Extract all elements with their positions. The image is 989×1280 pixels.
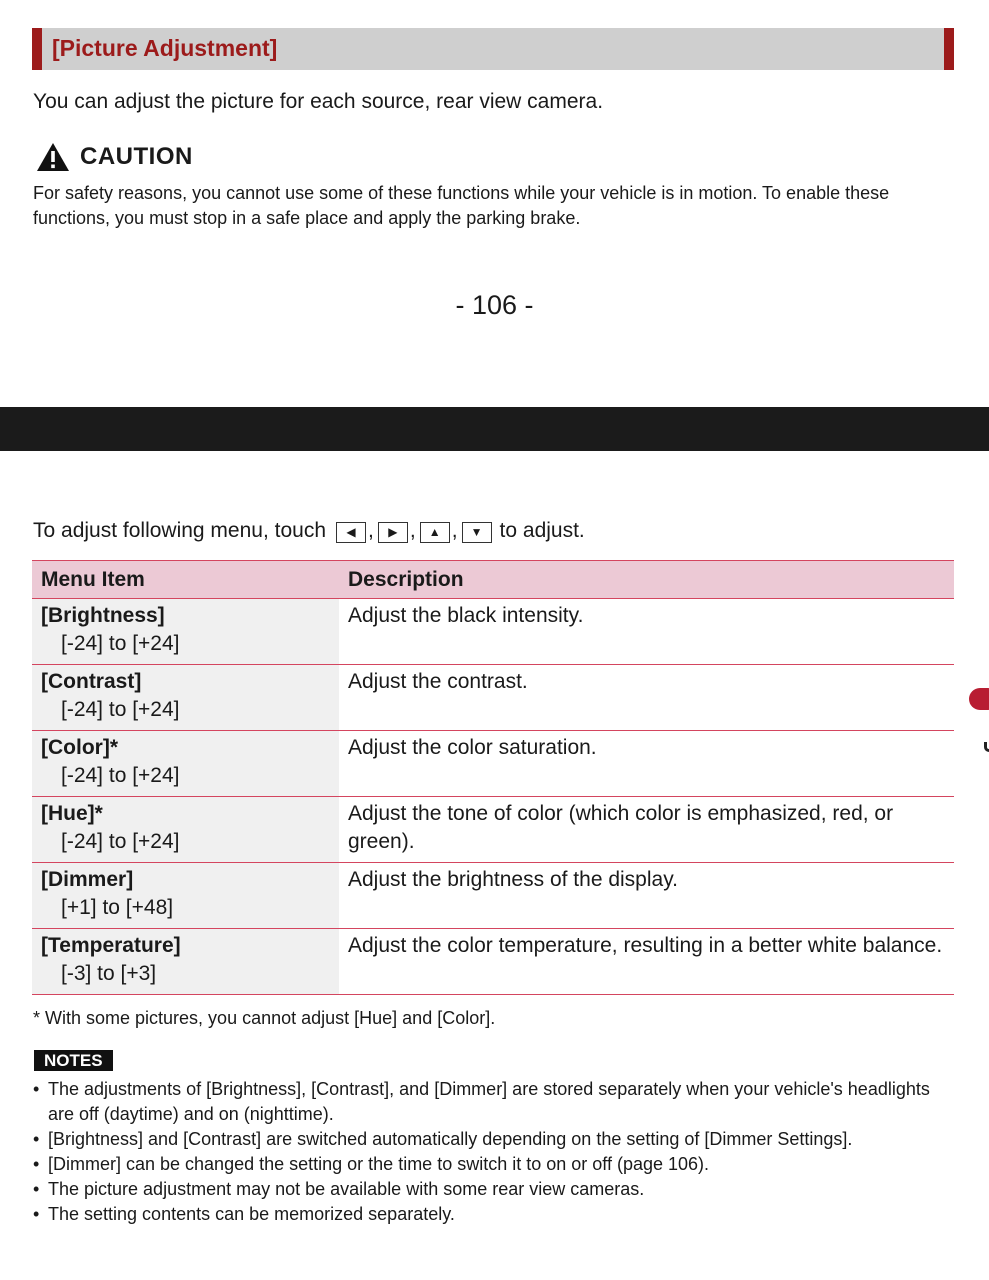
table-row xyxy=(32,863,954,929)
description-cell: Adjust the tone of color (which color is emphasized, red, or green). xyxy=(339,797,954,863)
menu-item-name: [Contrast] xyxy=(41,670,142,693)
adjust-instruction xyxy=(33,519,585,543)
up-arrow-icon: ▲ xyxy=(420,522,450,543)
caution-title: CAUTION xyxy=(80,143,193,170)
menu-item-cell xyxy=(32,929,339,995)
description-cell: Adjust the brightness of the display. xyxy=(339,863,954,929)
menu-item-range: [+1] to [+48] xyxy=(61,896,174,919)
bullet: • xyxy=(33,1204,40,1224)
column-header-description: Description xyxy=(339,561,954,599)
list-item xyxy=(33,1127,953,1152)
column-header-menu-item: Menu Item xyxy=(32,561,339,599)
menu-item-cell xyxy=(32,665,339,731)
side-mark xyxy=(984,742,989,752)
caution-heading xyxy=(36,142,193,172)
table-row xyxy=(32,665,954,731)
menu-item-cell xyxy=(32,731,339,797)
note-text: [Brightness] and [Contrast] are switched automatically depending on the setting of [Dimmer Settings]. xyxy=(48,1129,853,1149)
section-header xyxy=(32,28,954,70)
menu-item-range: [-24] to [+24] xyxy=(61,764,180,787)
adjust-suffix: to adjust. xyxy=(499,519,585,542)
menu-item-range: [-3] to [+3] xyxy=(61,962,157,985)
description-cell: Adjust the black intensity. xyxy=(339,599,954,665)
note-text: [Dimmer] can be changed the setting or the time to switch it to on or off (page 106). xyxy=(48,1154,710,1174)
menu-item-name: [Hue]* xyxy=(41,802,103,825)
separator: , xyxy=(368,519,374,542)
menu-table xyxy=(32,560,954,995)
bullet: • xyxy=(33,1154,40,1174)
menu-item-name: [Dimmer] xyxy=(41,868,134,891)
menu-item-cell xyxy=(32,863,339,929)
table-row xyxy=(32,797,954,863)
page-divider-bar xyxy=(0,407,989,451)
notes-list xyxy=(33,1077,953,1227)
menu-item-range: [-24] to [+24] xyxy=(61,830,180,853)
warning-triangle-icon xyxy=(36,142,70,172)
list-item xyxy=(33,1202,953,1227)
caution-text: For safety reasons, you cannot use some of these functions while your vehicle is in motion. To enable these functions, you must stop in a safe place and apply the parking brake. xyxy=(33,183,890,228)
note-text: The picture adjustment may not be available with some rear view cameras. xyxy=(48,1179,645,1199)
menu-item-range: [-24] to [+24] xyxy=(61,632,180,655)
menu-item-name: [Temperature] xyxy=(41,934,181,957)
right-arrow-icon: ▶ xyxy=(378,522,408,543)
footnote: * With some pictures, you cannot adjust [Hue] and [Color]. xyxy=(33,1008,496,1028)
page-number: - 106 - xyxy=(455,290,534,320)
table-row xyxy=(32,731,954,797)
list-item xyxy=(33,1152,953,1177)
table-header-row xyxy=(32,561,954,599)
down-arrow-icon: ▼ xyxy=(462,522,492,543)
table-row xyxy=(32,599,954,665)
menu-item-cell xyxy=(32,797,339,863)
note-text: The setting contents can be memorized separately. xyxy=(48,1204,455,1224)
bullet: • xyxy=(33,1129,40,1149)
left-arrow-icon: ◀ xyxy=(336,522,366,543)
bullet: • xyxy=(33,1179,40,1199)
intro-text: You can adjust the picture for each source, rear view camera. xyxy=(33,90,604,113)
description-cell: Adjust the color temperature, resulting in a better white balance. xyxy=(339,929,954,995)
menu-item-name: [Brightness] xyxy=(41,604,165,627)
section-title: [Picture Adjustment] xyxy=(52,35,278,61)
list-item xyxy=(33,1177,953,1202)
description-cell: Adjust the color saturation. xyxy=(339,731,954,797)
separator: , xyxy=(451,519,458,542)
adjust-prefix: To adjust following menu, touch xyxy=(33,519,327,542)
menu-item-name: [Color]* xyxy=(41,736,118,759)
menu-item-cell xyxy=(32,599,339,665)
menu-item-range: [-24] to [+24] xyxy=(61,698,180,721)
bullet: • xyxy=(33,1079,40,1099)
side-index-tab xyxy=(969,688,989,710)
note-text: The adjustments of [Brightness], [Contrast], and [Dimmer] are stored separately when your vehicle's headlights are off (daytime) and on (nighttime). xyxy=(48,1079,930,1124)
list-item xyxy=(33,1077,953,1127)
separator: , xyxy=(409,519,416,542)
table-row xyxy=(32,929,954,995)
notes-badge: NOTES xyxy=(34,1050,113,1071)
description-cell: Adjust the contrast. xyxy=(339,665,954,731)
